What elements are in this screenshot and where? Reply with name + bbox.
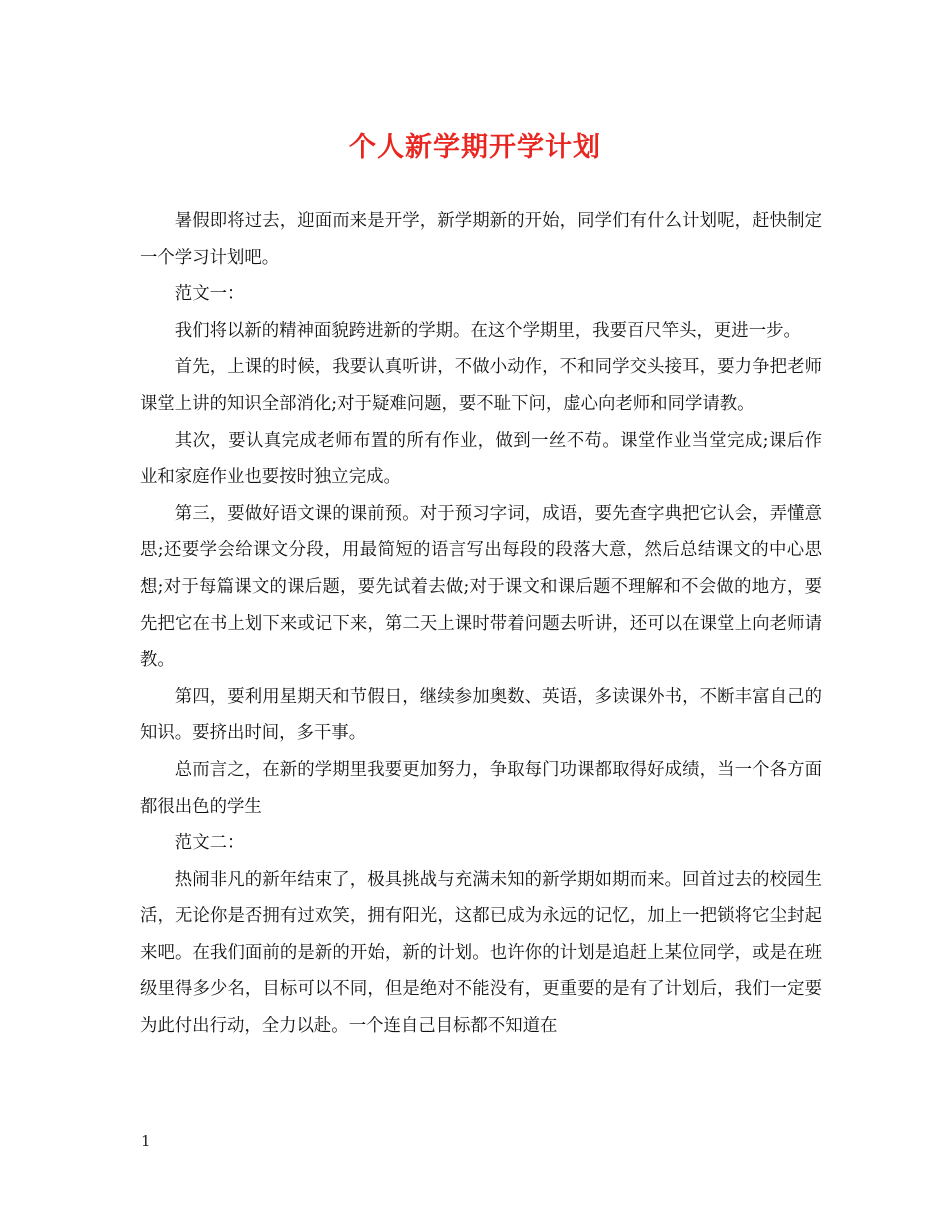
body-paragraph: 总而言之，在新的学期里我要更加努力，争取每门功课都取得好成绩，当一个各方面都很出色的学生 [140,759,822,817]
body-paragraph: 第三，要做好语文课的课前预。对于预习字词，成语，要先查字典把它认会，弄懂意思;还要学会给课文分段，用最简短的语言写出每段的段落大意，然后总结课文的中心思想;对于每篇课文的课后题，要先试着去做;对于课文和课后题不理解和不会做的地方，要先把它在书上划下来或记下来，第二天上课时带着问题去听讲，还可以在课堂上向老师请教。 [140,503,822,671]
body-paragraph: 首先，上课的时候，我要认真听讲，不做小动作，不和同学交头接耳，要力争把老师课堂上讲的知识全部消化;对于疑难问题，要不耻下问，虚心向老师和同学请教。 [140,357,822,414]
page-number: 1 [141,1132,151,1150]
sample-one-heading: 范文一： [174,284,245,305]
body-paragraph: 其次，要认真完成老师布置的所有作业，做到一丝不苟。课堂作业当堂完成;课后作业和家庭作业也要按时独立完成。 [140,430,822,488]
document-body [140,203,822,1045]
page-title: 个人新学期开学计划 [349,132,601,163]
sample-two-heading: 范文二： [174,833,245,854]
body-paragraph: 第四，要利用星期天和节假日，继续参加奥数、英语，多读课外书，不断丰富自己的知识。要挤出时间，多干事。 [140,686,822,744]
body-paragraph: 我们将以新的精神面貌跨进新的学期。在这个学期里，我要百尺竿头，更进一步。 [174,320,801,341]
intro-paragraph: 暑假即将过去，迎面而来是开学，新学期新的开始，同学们有什么计划呢，赶快制定一个学习计划吧。 [140,211,822,268]
body-paragraph: 热闹非凡的新年结束了，极具挑战与充满未知的新学期如期而来。回首过去的校园生活，无论你是否拥有过欢笑，拥有阳光，这都已成为永远的记忆，加上一把锁将它尘封起来吧。在我们面前的是新的开始，新的计划。也许你的计划是追赶上某位同学，或是在班级里得多少名，目标可以不同，但是绝对不能没有，更重要的是有了计划后，我们一定要为此付出行动，全力以赴。一个连自己目标都不知道在 [140,869,822,1037]
